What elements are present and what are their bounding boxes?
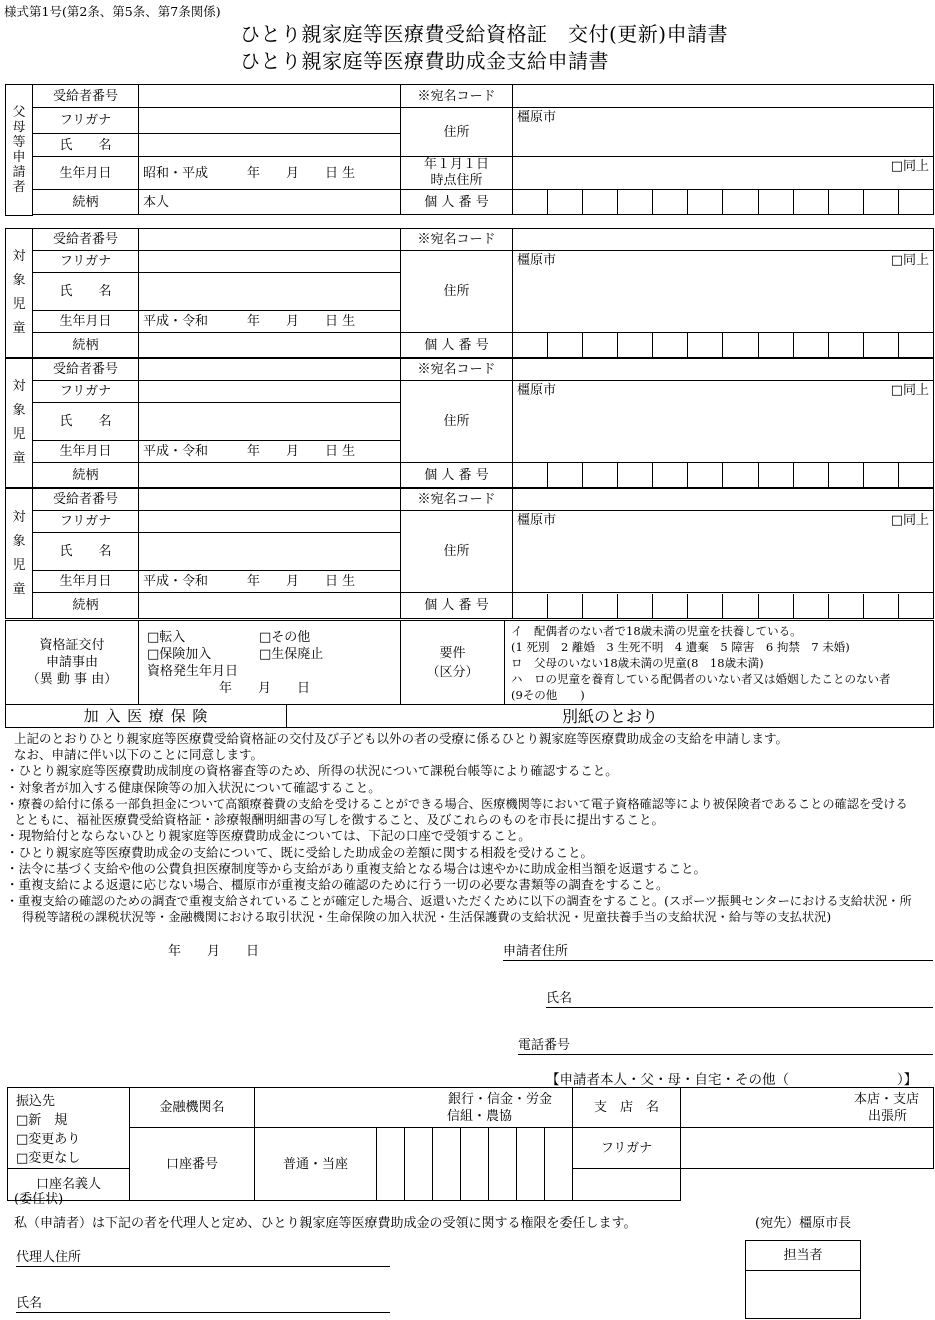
personal-no-digit[interactable] [652, 594, 687, 618]
reason-transfer-checkbox[interactable]: □転入 [147, 629, 186, 645]
applicant-name-field[interactable] [546, 987, 933, 1008]
phone-field[interactable] [518, 1034, 933, 1055]
personal-no-digit[interactable] [793, 190, 828, 214]
bank-table [7, 1087, 934, 1201]
applicant-address-label: 申請者住所 [503, 944, 569, 959]
name-field[interactable] [139, 273, 401, 311]
institution-field[interactable]: 銀行・信金・労金 信組・農協 [255, 1088, 573, 1128]
city-prefix: 橿原市 [517, 253, 557, 268]
same-checkbox[interactable]: □同上 [890, 513, 929, 528]
address-field[interactable] [513, 511, 934, 593]
relation-label: 続柄 [33, 190, 139, 215]
personal-no-digit[interactable] [617, 463, 652, 487]
birthdate-label: 生年月日 [33, 311, 139, 333]
relation-label: 続柄 [33, 463, 139, 488]
personal-no-field [513, 463, 934, 488]
address-code-label: ※宛名コード [401, 489, 513, 511]
personal-no-digit[interactable] [828, 333, 863, 357]
recipient-no-label: 受給者番号 [33, 85, 139, 108]
relation-label: 続柄 [33, 593, 139, 619]
personal-no-digit[interactable] [547, 190, 582, 214]
reason-label: 資格証交付 申請事由 （異 動 事 由） [6, 621, 139, 705]
transfer-new-checkbox[interactable]: □新 規 [16, 1113, 68, 1128]
relation-field[interactable] [139, 190, 401, 215]
personal-no-digit[interactable] [722, 594, 757, 618]
delegation-text: 私（申請者）は下記の者を代理人と定め、ひとり親家庭等医療費助成金の受領に関する権限を委任します。 [14, 1216, 637, 1231]
birthdate-field[interactable]: 昭和・平成 年 月 日 生 [139, 157, 401, 190]
address-code-field[interactable] [513, 489, 934, 511]
birthdate-label: 生年月日 [33, 571, 139, 593]
form-title-1: ひとり親家庭等医療費受給資格証 交付(更新)申請書 [240, 22, 729, 46]
furigana-label: フリガナ [33, 511, 139, 533]
personal-no-digit[interactable] [687, 594, 722, 618]
reason-table [5, 620, 934, 705]
furigana-label: フリガナ [33, 251, 139, 273]
address-code-label: ※宛名コード [401, 229, 513, 251]
agent-name-field[interactable] [16, 1292, 390, 1313]
consent-line: ・重複支給の確認のための調査で重複支給されていることが確定した場合、返還いただくために以下の調査をすること。(スポーツ振興センターにおける支給状況・所 [6, 894, 912, 908]
personal-no-digit[interactable] [722, 333, 757, 357]
personal-no-digit[interactable] [863, 594, 898, 618]
furigana-label: フリガナ [33, 108, 139, 134]
account-digit[interactable] [545, 1128, 573, 1201]
account-digit[interactable] [433, 1128, 461, 1201]
insurance-value: 別紙のとおり [287, 705, 934, 728]
form-title-2: ひとり親家庭等医療費助成金支給申請書 [240, 49, 609, 73]
personal-no-digit[interactable] [617, 190, 652, 214]
personal-no-field [513, 333, 934, 358]
name-field[interactable] [139, 403, 401, 441]
city-prefix: 橿原市 [517, 110, 557, 125]
reason-insurance-checkbox[interactable]: □保険加入 [147, 646, 212, 662]
staff-label: 担当者 [746, 1241, 861, 1271]
personal-no-digit[interactable] [652, 333, 687, 357]
reason-welfare-end-checkbox[interactable]: □生保廃止 [259, 646, 324, 662]
recipient-no-label: 受給者番号 [33, 359, 139, 381]
furigana-field[interactable] [139, 251, 401, 273]
personal-no-digit[interactable] [793, 333, 828, 357]
branch-field[interactable]: 本店・支店 出張所 [681, 1088, 934, 1128]
address-label: 住所 [401, 381, 513, 463]
personal-no-field [513, 593, 934, 619]
consent-line: ・療養の給付に係る一部負担金について高額療養費の支給を受けることができる場合、医療機関等において電子資格確認等により被保険者であることの確認を受ける [6, 797, 908, 811]
section-heading: 対 象 児 童 [6, 359, 33, 488]
furigana-field[interactable] [139, 108, 401, 134]
personal-no-digit[interactable] [898, 190, 933, 214]
birthdate-label: 生年月日 [33, 157, 139, 190]
account-digit[interactable] [489, 1128, 517, 1201]
name-label: 氏 名 [33, 403, 139, 441]
child-table [5, 228, 934, 358]
account-digit[interactable] [517, 1128, 545, 1201]
personal-no-label: 個 人 番 号 [401, 463, 513, 488]
city-prefix: 橿原市 [517, 383, 557, 398]
transfer-changed-checkbox[interactable]: □変更あり [16, 1132, 81, 1147]
personal-no-digit[interactable] [758, 463, 793, 487]
consent-line: ・重複支給による返還に応じない場合、橿原市が重複支給の確認のために行う一切の必要な書類等の調査をすること。 [6, 877, 669, 892]
personal-no-label: 個 人 番 号 [401, 333, 513, 358]
birthdate-field[interactable]: 平成・令和 年 月 日 生 [139, 311, 401, 333]
reason-other-checkbox[interactable]: □その他 [259, 629, 311, 645]
phone-label: 電話番号 [518, 1038, 571, 1053]
qualification-date-label: 資格発生年月日 [147, 663, 239, 679]
applicant-address-field[interactable] [503, 940, 933, 961]
personal-no-digit[interactable] [687, 463, 722, 487]
holder-furigana-label: フリガナ [573, 1128, 681, 1169]
consent-line: ・対象者が加入する健康保険等の加入状況について確認すること。 [6, 780, 381, 795]
personal-no-digit[interactable] [687, 333, 722, 357]
personal-no-digit[interactable] [652, 190, 687, 214]
account-digit[interactable] [405, 1128, 433, 1201]
personal-no-digit[interactable] [758, 594, 793, 618]
furigana-label: フリガナ [33, 381, 139, 403]
personal-no-digit[interactable] [793, 463, 828, 487]
child-table [5, 488, 934, 619]
transfer-destination: 振込先 □新 規 □変更あり □変更なし [8, 1088, 130, 1169]
personal-no-digit[interactable] [547, 463, 582, 487]
personal-no-digit[interactable] [722, 463, 757, 487]
recipient-no-label: 受給者番号 [33, 489, 139, 511]
personal-no-digit[interactable] [828, 190, 863, 214]
name-label: 氏 名 [33, 134, 139, 157]
applicant-table [5, 84, 934, 216]
personal-no-digit[interactable] [582, 333, 617, 357]
address-code-field[interactable] [513, 85, 934, 108]
holder-field[interactable] [573, 1169, 681, 1201]
recipient-no-field[interactable] [139, 85, 401, 108]
consent-line: 得税等諸税の課税状況等・金融機関における取引状況・生命保険の加入状況・生活保護費の支給状況・児童扶養手当の支給状況・給与等の支払状況) [22, 910, 832, 924]
requirement-label: 要件 （区分） [401, 621, 505, 705]
relation-field[interactable] [139, 593, 401, 619]
relation-field[interactable] [139, 333, 401, 358]
relation-value: 本人 [143, 194, 170, 210]
address-label: 住所 [401, 108, 513, 157]
address-field[interactable] [513, 381, 934, 463]
personal-no-digit[interactable] [652, 463, 687, 487]
personal-no-digit[interactable] [828, 463, 863, 487]
institution-label: 金融機関名 [130, 1088, 255, 1128]
personal-no-digit[interactable] [547, 594, 582, 618]
address-field[interactable] [513, 108, 934, 157]
name-field[interactable] [139, 134, 401, 157]
personal-no-label: 個 人 番 号 [401, 190, 513, 215]
personal-no-digit[interactable] [898, 333, 933, 357]
personal-no-digit[interactable] [617, 594, 652, 618]
phone-owner-options[interactable]: 【申請者本人・父・母・自宅・その他（ ）】 [546, 1072, 918, 1088]
consent-line: ・法令に基づく支給や他の公費負担医療制度等から支給があり重複支給となる場合は速やかに助成金相当額を返還すること。 [6, 861, 707, 876]
personal-no-digit[interactable] [513, 463, 547, 487]
personal-no-digit[interactable] [898, 463, 933, 487]
consent-line: なお、申請に伴い以下のことに同意します。 [14, 747, 264, 762]
name-field[interactable] [139, 533, 401, 571]
recipient-no-field[interactable] [139, 229, 401, 251]
staff-stamp-field[interactable] [746, 1271, 861, 1319]
personal-no-digit[interactable] [513, 333, 547, 357]
personal-no-field [513, 190, 934, 215]
personal-no-digit[interactable] [582, 190, 617, 214]
delegation-addressee: (宛先）橿原市長 [755, 1216, 852, 1231]
personal-no-digit[interactable] [863, 333, 898, 357]
personal-no-digit[interactable] [582, 594, 617, 618]
consent-line: ・現物給付とならないひとり親家庭等医療費助成金については、下記の口座で受領すること。 [6, 828, 531, 843]
personal-no-digit[interactable] [758, 333, 793, 357]
personal-no-digit[interactable] [863, 463, 898, 487]
personal-no-digit[interactable] [582, 463, 617, 487]
delegation-heading: (委任状) [14, 1192, 64, 1207]
recipient-no-field[interactable] [139, 489, 401, 511]
personal-no-digit[interactable] [617, 333, 652, 357]
address-code-label: ※宛名コード [401, 359, 513, 381]
section-heading: 対 象 児 童 [6, 489, 33, 619]
account-digit[interactable] [377, 1128, 405, 1201]
jan1-address-field[interactable] [513, 157, 934, 190]
personal-no-digit[interactable] [863, 190, 898, 214]
personal-no-digit[interactable] [547, 333, 582, 357]
recipient-no-field[interactable] [139, 359, 401, 381]
section-heading: 父 母 等 申 請 者 [6, 85, 33, 216]
address-code-label: ※宛名コード [401, 85, 513, 108]
transfer-unchanged-checkbox[interactable]: □変更なし [16, 1151, 81, 1166]
birthdate-field[interactable]: 平成・令和 年 月 日 生 [139, 571, 401, 593]
address-label: 住所 [401, 511, 513, 593]
recipient-no-label: 受給者番号 [33, 229, 139, 251]
same-checkbox[interactable]: □同上 [890, 383, 929, 398]
holder-furigana-field[interactable] [681, 1128, 934, 1169]
reason-options [139, 621, 401, 705]
application-date[interactable]: 年 月 日 [168, 944, 260, 959]
relation-label: 続柄 [33, 333, 139, 358]
name-label: 氏 名 [33, 273, 139, 311]
address-code-field[interactable] [513, 359, 934, 381]
branch-label: 支 店 名 [573, 1088, 681, 1128]
address-label: 住所 [401, 251, 513, 333]
account-type-field[interactable]: 普通・当座 [255, 1128, 377, 1201]
personal-no-digit[interactable] [793, 594, 828, 618]
insurance-label: 加 入 医 療 保 険 [6, 705, 287, 728]
agent-name-label: 氏名 [16, 1296, 43, 1311]
relation-field[interactable] [139, 463, 401, 488]
address-field[interactable] [513, 251, 934, 333]
form-number-label: 様式第1号(第2条、第5条、第7条関係) [4, 4, 221, 19]
account-no-label: 口座番号 [130, 1128, 255, 1201]
agent-address-label: 代理人住所 [16, 1250, 82, 1265]
furigana-field[interactable] [139, 381, 401, 403]
qualification-date-field[interactable]: 年 月 日 [219, 680, 311, 696]
birthdate-label: 生年月日 [33, 441, 139, 463]
agent-address-field[interactable] [16, 1246, 390, 1267]
applicant-name-label: 氏名 [546, 991, 573, 1006]
same-checkbox[interactable]: □同上 [890, 159, 929, 174]
name-label: 氏 名 [33, 533, 139, 571]
personal-no-digit[interactable] [687, 190, 722, 214]
consent-line: ・ひとり親家庭等医療費助成制度の資格審査等のため、所得の状況について課税台帳等により確認すること。 [6, 763, 618, 778]
consent-line: とともに、福祉医療費受給資格証・診療報酬明細書の写しを徴すること、及びこれらのものを市長に提出すること。 [14, 812, 665, 827]
personal-no-digit[interactable] [758, 190, 793, 214]
personal-no-digit[interactable] [828, 594, 863, 618]
insurance-table [5, 704, 934, 728]
account-digit[interactable] [461, 1128, 489, 1201]
address-code-field[interactable] [513, 229, 934, 251]
holder-label: 口座名義人 [8, 1169, 130, 1201]
jan1-address-label: 年１月１日 時点住所 [401, 157, 513, 190]
city-prefix: 橿原市 [517, 513, 557, 528]
personal-no-digit[interactable] [898, 594, 933, 618]
furigana-field[interactable] [139, 511, 401, 533]
consent-line: ・ひとり親家庭等医療費助成金の支給について、既に受給した助成金の差額に関する相殺を受けること。 [6, 845, 594, 860]
section-heading: 対 象 児 童 [6, 229, 33, 358]
same-checkbox[interactable]: □同上 [890, 253, 929, 268]
requirement-options: イ 配偶者のない者で18歳未満の児童を扶養している。 (1 死別 2 離婚 3 生死不明 4 遺棄 5 障害 6 拘禁 7 未婚) ロ 父母のいない18歳未満の児童(8 18歳未満) ハ ロの児童を養育している配偶者のいない者又は婚姻したことのない者 (9その他 ) [505, 621, 934, 705]
personal-no-digit[interactable] [513, 594, 547, 618]
birthdate-field[interactable]: 平成・令和 年 月 日 生 [139, 441, 401, 463]
personal-no-digit[interactable] [513, 190, 547, 214]
personal-no-label: 個 人 番 号 [401, 593, 513, 619]
personal-no-digit[interactable] [722, 190, 757, 214]
staff-box [745, 1240, 861, 1319]
consent-line: 上記のとおりひとり親家庭等医療費受給資格証の交付及び子ども以外の者の受療に係るひとり親家庭等医療費助成金の支給を申請します。 [14, 731, 789, 746]
child-table [5, 358, 934, 488]
